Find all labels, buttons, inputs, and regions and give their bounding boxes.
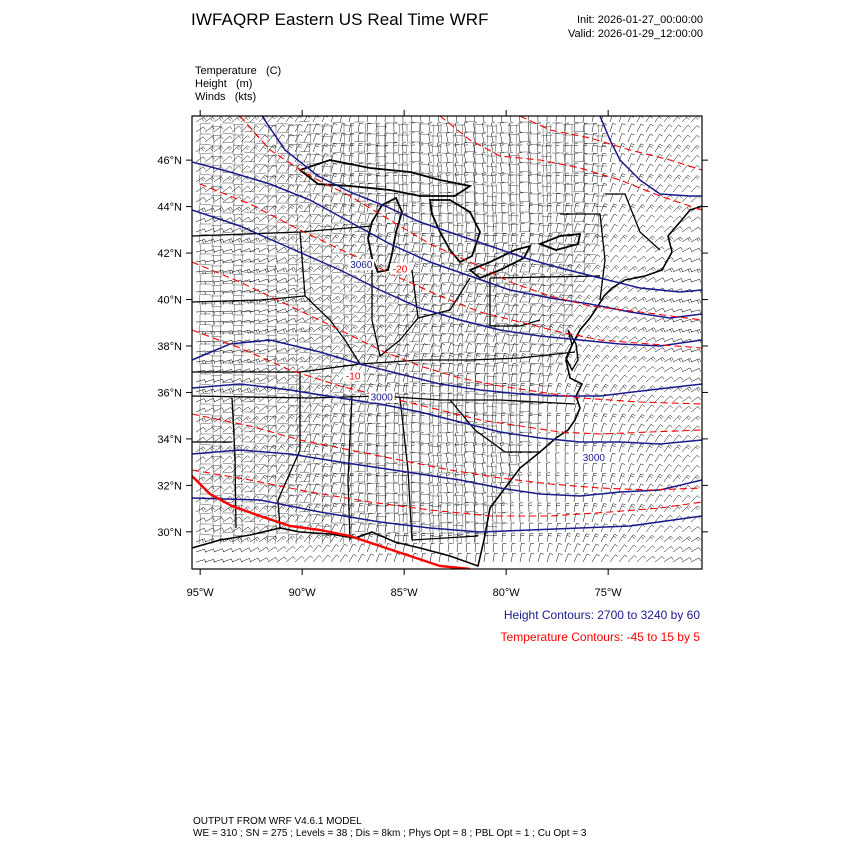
barb-field [196, 113, 701, 564]
footer-config: WE = 310 ; SN = 275 ; Levels = 38 ; Dis = 8km ; Phys Opt = 8 ; PBL Opt = 1 ; Cu Opt = 3 [193, 828, 587, 839]
lon-label: 75°W [594, 587, 622, 599]
temperature-contour-label: -10 [345, 371, 361, 383]
lat-label: 36°N [157, 387, 182, 400]
height-contours [192, 116, 702, 532]
lat-label: 44°N [157, 201, 182, 214]
lat-label: 30°N [157, 526, 182, 539]
lon-label: 90°W [288, 587, 316, 599]
wind-barbs [196, 113, 701, 564]
lat-label: 46°N [157, 155, 182, 168]
lat-label: 40°N [157, 294, 182, 307]
latitude-labels [157, 155, 182, 539]
lon-label: 95°W [186, 587, 214, 599]
valid-time: Valid: 2026-01-29_12:00:00 [568, 28, 703, 40]
lat-label: 34°N [157, 433, 182, 446]
lat-label: 32°N [157, 480, 182, 493]
freezing-line [192, 476, 470, 569]
field-name: Temperature [195, 65, 257, 77]
lat-label: 42°N [157, 248, 182, 261]
field-name: Winds [195, 91, 226, 103]
longitude-labels [187, 587, 623, 599]
height-contour-label: 3060 [350, 260, 373, 271]
height-contour-label: 3000 [582, 452, 606, 464]
init-time: Init: 2026-01-27_00:00:00 [577, 14, 703, 26]
lat-label: 38°N [157, 340, 182, 353]
lon-label: 80°W [492, 587, 520, 599]
field-unit: (m) [235, 78, 253, 90]
map-title: IWFAQRP Eastern US Real Time WRF [191, 10, 489, 29]
footer-model: OUTPUT FROM WRF V4.6.1 MODEL [193, 816, 362, 827]
temperature-legend: Temperature Contours: -45 to 15 by 5 [500, 630, 700, 644]
map-content [192, 113, 702, 567]
lake-huron [430, 200, 480, 262]
field-unit: (C) [265, 65, 282, 77]
lon-label: 85°W [390, 587, 418, 599]
lake-erie [470, 246, 530, 278]
field-unit: (kts) [234, 91, 257, 103]
height-legend: Height Contours: 2700 to 3240 by 60 [503, 608, 700, 622]
height-contour-label: 3000 [370, 392, 393, 404]
field-name: Height [195, 78, 227, 90]
temperature-contour-label: -20 [392, 264, 408, 276]
